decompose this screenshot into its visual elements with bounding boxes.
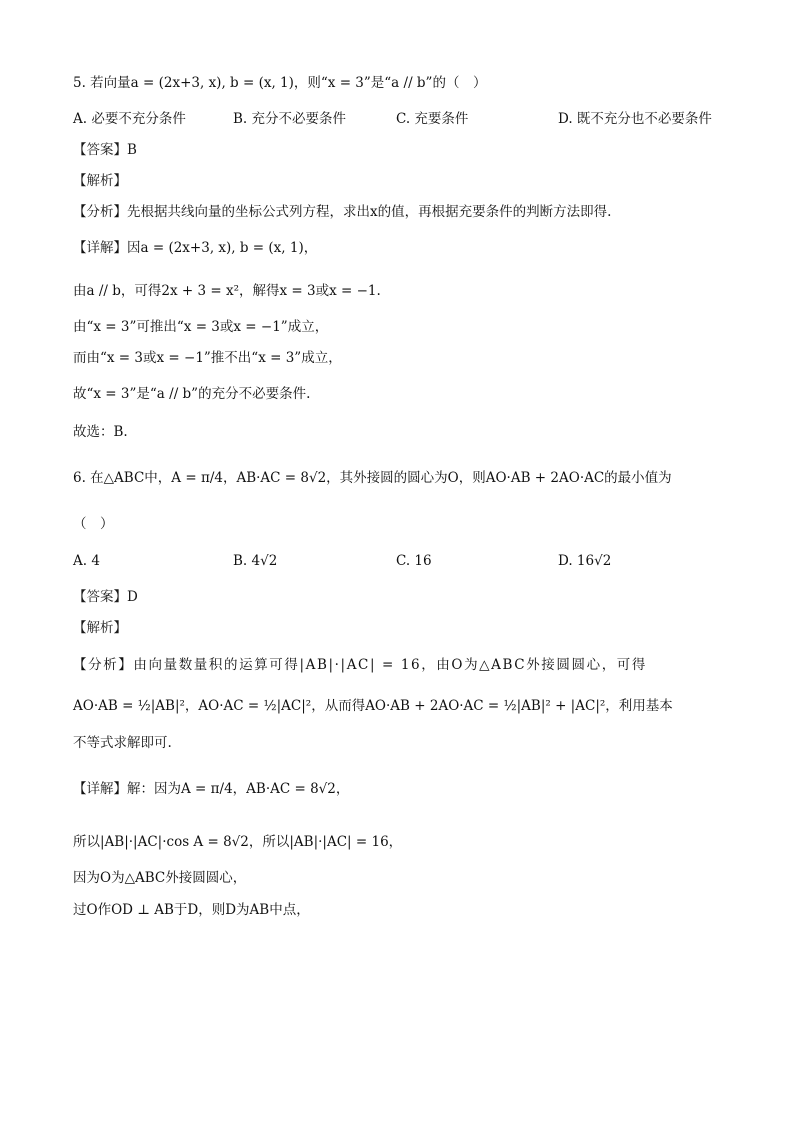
option-a: A. 4 bbox=[73, 553, 100, 569]
detail-line: 由a // b，可得2x + 3 = x²，解得x = 3或x = −1. bbox=[73, 283, 381, 299]
detail-line: 所以|AB|·|AC|·cos A = 8√2，所以|AB|·|AC| = 16， bbox=[73, 834, 403, 850]
analysis-label: 【解析】 bbox=[73, 620, 127, 636]
detail-line: 由“x = 3”可推出“x = 3或x = −1”成立， bbox=[73, 319, 329, 335]
question-6-stem: 6. 在△ABC中，A = π/4，AB·AC = 8√2，其外接圆的圆心为O，则AO·AB + 2AO·AC的最小值为 bbox=[73, 470, 672, 486]
option-b: B. 4√2 bbox=[233, 553, 278, 569]
detail-line: 而由“x = 3或x = −1”推不出“x = 3”成立， bbox=[73, 350, 342, 366]
analysis-summary: 不等式求解即可. bbox=[73, 735, 172, 751]
analysis-label: 【解析】 bbox=[73, 173, 127, 189]
detail-line: 因为O为△ABC外接圆圆心， bbox=[73, 870, 247, 886]
detail-line: 过O作OD ⊥ AB于D，则D为AB中点， bbox=[73, 902, 310, 918]
option-a: A. 必要不充分条件 bbox=[73, 111, 186, 127]
analysis-summary: 【分析】先根据共线向量的坐标公式列方程，求出x的值，再根据充要条件的判断方法即得. bbox=[73, 204, 612, 220]
detail-line: 【详解】解：因为A = π/4，AB·AC = 8√2， bbox=[73, 781, 350, 797]
question-5-stem: 5. 若向量a = (2x+3, x), b = (x, 1)，则“x = 3”是“a // b”的（ ） bbox=[73, 75, 487, 91]
analysis-summary: 【分析】由向量数量积的运算可得|AB|·|AC| = 16，由O为△ABC外接圆圆心，可得 bbox=[73, 657, 648, 673]
option-d: D. 16√2 bbox=[558, 553, 612, 569]
option-c: C. 16 bbox=[396, 553, 432, 569]
option-c: C. 充要条件 bbox=[396, 111, 469, 127]
option-b: B. 充分不必要条件 bbox=[233, 111, 347, 127]
analysis-summary: AO·AB = ½|AB|²，AO·AC = ½|AC|²，从而得AO·AB + 2AO·AC = ½|AB|² + |AC|²，利用基本 bbox=[73, 698, 673, 714]
answer-label: 【答案】D bbox=[73, 589, 138, 605]
answer-label: 【答案】B bbox=[73, 142, 137, 158]
choice-conclusion: 故选：B. bbox=[73, 424, 128, 440]
detail-line: 故“x = 3”是“a // b”的充分不必要条件. bbox=[73, 386, 311, 402]
question-6-paren: （ ） bbox=[73, 516, 114, 532]
option-d: D. 既不充分也不必要条件 bbox=[558, 111, 712, 127]
detail-line: 【详解】因a = (2x+3, x), b = (x, 1)， bbox=[73, 240, 318, 256]
